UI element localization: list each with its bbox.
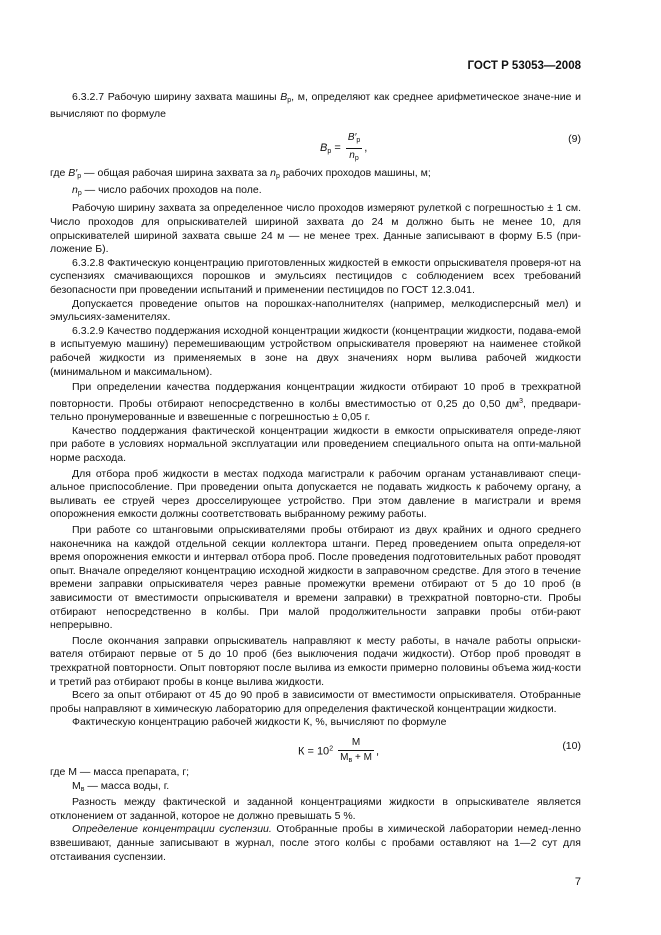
paragraph-width: Рабочую ширину захвата за определенное число проходов измеряют рулеткой с погрешностью ± 1 см. Число проходов для опрыскивателей шириной захвата до 24 м должно быть не менее 10, для опрыскивателей шириной захвата свыше 24 м — не менее трех. Данные записывают в форму Б.5 (при-ложение Б). <box>50 202 581 256</box>
formula-10: $К = 10^2$ $\frac{М}{М_в + М}$ , (10) <box>50 736 581 764</box>
paragraph-6-3-2-7: 6.3.2.7 Рабочую ширину захвата машины $B_р$, м, определяют как среднее арифметическое значе-ние и вычисляют по формуле <box>50 91 582 120</box>
formula-9-number: (9) <box>568 133 581 146</box>
paragraph-total: Всего за опыт отбирают от 45 до 90 проб в зависимости от вместимости опрыскивателя. Отобранные пробы направляют в химическую лабораторию для определения фактической концентрации жидкости. <box>50 689 581 715</box>
page-number: 7 <box>574 876 581 888</box>
formula-10-number: (10) <box>562 739 581 752</box>
paragraph-6-3-2-8: 6.3.2.8 Фактическую концентрацию приготовленных жидкостей в емкости опрыскивателя проверя-ют на суспензиях смачивающихся порошков и эмульсиях пестицидов с соблюдением всех требований безопасности при проведении испытаний и применении пестицидов по ГОСТ 12.3.041. <box>50 256 581 296</box>
definition-9a: где $B'_р$ — общая рабочая ширина захвата за $n_р$ рабочих проходов машины, м; <box>50 167 431 181</box>
paragraph-quality: Качество поддержания фактической концентрации жидкости в емкости опрыскивателя опреде-ляют при работе в условиях нормальной эксплуатации или проведением специального опыта на опти-мальной норме расхода. <box>50 424 581 465</box>
definition-10a: где М — масса препарата, г; <box>50 765 190 778</box>
formula-9-fraction: $\frac{B'_р}{n_р}$ <box>347 132 361 162</box>
paragraph-device: Для отбора проб жидкости в местах подхода магистрали к рабочим органам устанавливают специ-альное приспособление. При проведении опыта допускается не подавать жидкость к рабочему органу, а выливать ее струей через дросселирующее устройство. При этом давление в магистрали и время опорожнения емкости должны соответствовать выбранному режиму работы. <box>50 467 581 521</box>
definition-10b: $М_в$ — масса воды, г. <box>72 779 170 793</box>
paragraph-suspension: Определение концентрации суспензии. Отобранные пробы в химической лаборатории немед-ленно взвешивают, данные записывают в журнал, после этого колбы с пробами оставляют на 1—2 сут для отстаивания суспензии. <box>50 823 582 863</box>
definition-9b: $n_р$ — число рабочих проходов на поле. <box>72 183 262 197</box>
paragraph-after-refill: После окончания заправки опрыскиватель направляют к месту работы, в начале работы опрыски-вателя отбирают первые от 5 до 10 проб (без выключения подачи жидкости). Отбор проб проводят в трехкратной повторности. Опыт повторяют после вылива из емкости примерно половины объема жид-кости и третий раз отбирают пробы в конце вылива жидкости. <box>50 634 581 688</box>
paragraph-fillers: Допускается проведение опытов на порошках-наполнителях (например, мелкодисперсный мел) и эмульсиях-заменителях. <box>50 297 581 324</box>
paragraph-samples: При определении качества поддержания концентрации жидкости отбирают 10 проб в трехкратной повторности. Пробы отбирают непосредственно в колбы вместимостью от 0,25 до 0,50 $дм^3$, предвари-тельно пронумерованные и взвешенные с погрешностью ± 0,05 г. <box>50 381 581 424</box>
paragraph-boom: При работе со штанговыми опрыскивателями пробы отбирают из двух крайних и одного среднего наконечника на каждой отдельной секции коллектора штанги. Перед проведением опыта определя-ют время опорожнения емкости и интервал отбора проб. После проведения подготовительных работ проводят опыт. Вначале определяют концентрацию исходной жидкости в заправочном средстве. Для этого в течение времени заправки опрыскивателя через равные промежутки времени отбирают от 5 до 10 проб (в зависимости от вместимости опрыскивателя и времени заправки) в трехкратной повторно-сти. Пробы отбирают непосредственно в колбы. При малой продолжительности заправки пробы отби-рают непрерывно. <box>50 524 581 632</box>
standard-header: ГОСТ Р 53053—2008 <box>467 60 581 72</box>
paragraph-formula-intro: Фактическую концентрацию рабочей жидкости К, %, вычисляют по формуле <box>72 716 447 729</box>
formula-9: $B_р$ = $\frac{B'_р}{n_р}$ , (9) <box>50 121 581 167</box>
paragraph-deviation: Разность между фактической и заданной концентрациями жидкости в опрыскивателе является отклонением от заданной, которое не должно превышать 5 %. <box>50 796 581 822</box>
formula-10-fraction: $\frac{М}{М_в + М}$ <box>340 736 372 764</box>
paragraph-6-3-2-9: 6.3.2.9 Качество поддержания исходной концентрации жидкости (концентрации жидкости, подава-емой в испытуемую машину) перемешивающим устройством опрыскивателя проверяют на наименее стойкой рабочей жидкости из применяемых в зоне на двух значениях норм вылива рабочей жидкости (минимальном и максимальном). <box>50 324 581 378</box>
document-body <box>50 91 581 864</box>
